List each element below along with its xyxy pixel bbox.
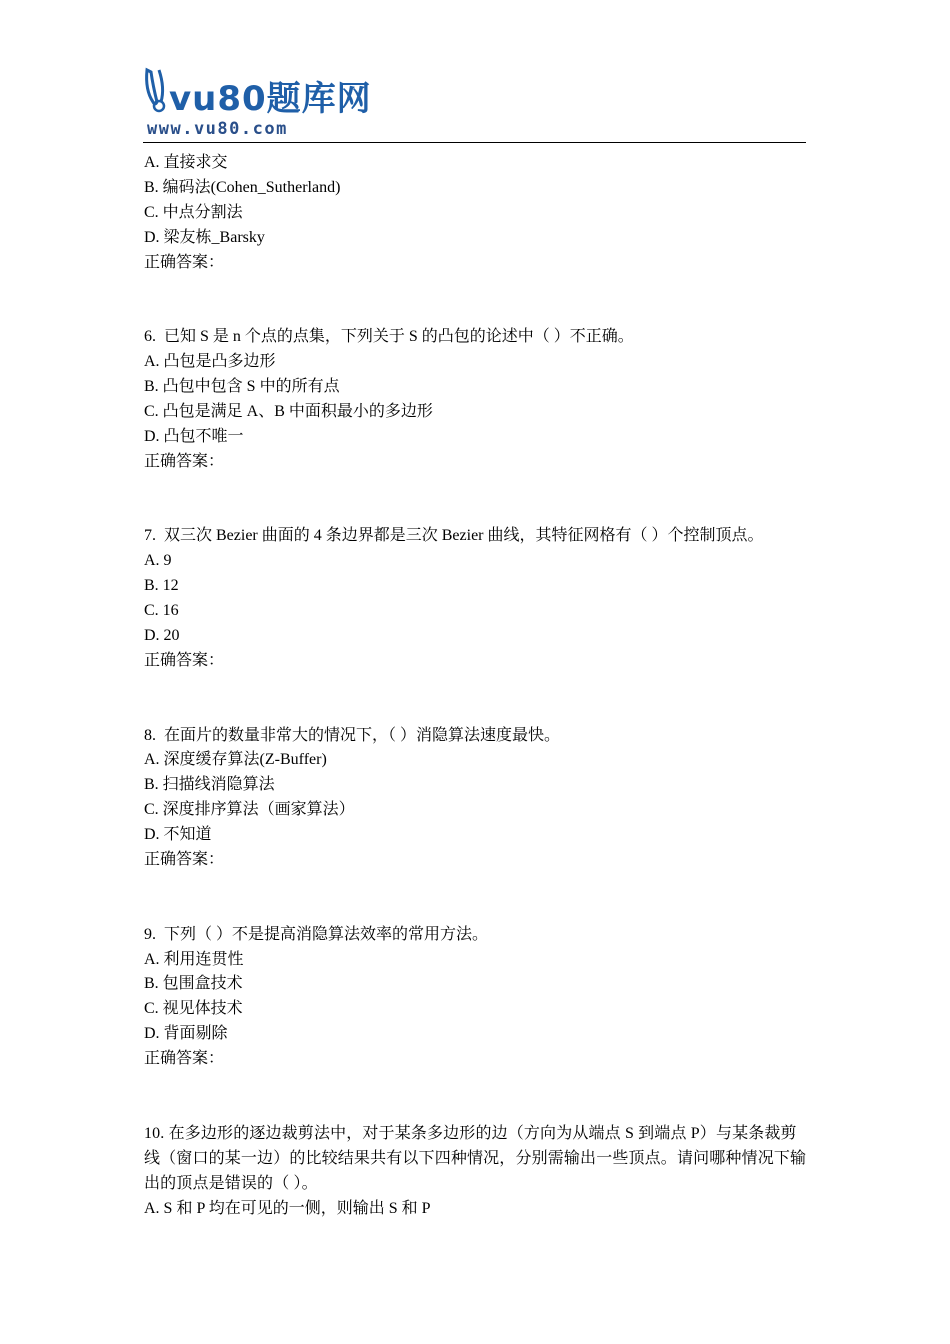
logo-url: www.vu80.com	[147, 119, 288, 139]
vu80-logo	[143, 66, 372, 140]
question-stem: 10. 在多边形的逐边裁剪法中，对于某条多边形的边（方向为从端点 S 到端点 P）与某条裁剪线（窗口的某一边）的比较结果共有以下四种情况，分别需输出一些顶点。请问哪种情况下输出的顶点是错误的（ ）。	[144, 1124, 807, 1192]
question-8-block	[144, 724, 807, 873]
option-b: B. 12	[144, 577, 179, 595]
option-a: A. 直接求交	[144, 154, 228, 171]
question-stem: 7. 双三次 Bezier 曲面的 4 条边界都是三次 Bezier 曲线，其特征网格有（ ）个控制顶点。	[144, 527, 764, 545]
question-stem: 8. 在面片的数量非常大的情况下，（ ）消隐算法速度最快。	[144, 726, 561, 744]
question-6-block	[144, 325, 807, 474]
option-a: A. 凸包是凸多边形	[144, 353, 276, 371]
option-a: A. S 和 P 均在可见的一侧，则输出 S 和 P	[144, 1199, 431, 1217]
answer-label: 正确答案：	[144, 253, 225, 271]
header-divider	[143, 142, 806, 143]
question-9-block	[144, 923, 807, 1072]
option-d: D. 20	[144, 626, 180, 644]
option-a: A. 9	[144, 552, 172, 570]
option-c: C. 中点分割法	[144, 203, 243, 221]
option-a: A. 深度缓存算法(Z-Buffer)	[144, 751, 327, 769]
option-d: D. 背面剔除	[144, 1025, 228, 1043]
option-d: D. 不知道	[144, 826, 212, 844]
option-a: A. 利用连贯性	[144, 950, 244, 968]
answer-label: 正确答案：	[144, 850, 225, 868]
option-c: C. 凸包是满足 A、B 中面积最小的多边形	[144, 402, 433, 420]
rabbit-icon	[147, 70, 164, 111]
logo-text: vu80题库网	[169, 79, 372, 119]
question-stem: 6. 已知 S 是 n 个点的点集，下列关于 S 的凸包的论述中（ ）不正确。	[144, 328, 634, 346]
option-d: D. 凸包不唯一	[144, 427, 244, 445]
option-c: C. 深度排序算法（画家算法）	[144, 801, 355, 819]
option-b: B. 编码法(Cohen_Sutherland)	[144, 178, 341, 196]
option-d: D. 梁友栋_Barsky	[144, 228, 265, 246]
document-body	[144, 151, 807, 1221]
question-10-block	[144, 1122, 807, 1222]
option-b: B. 包围盒技术	[144, 975, 243, 993]
question-stem: 9. 下列（ ）不是提高消隐算法效率的常用方法。	[144, 925, 489, 943]
question-7-block	[144, 524, 807, 673]
answer-label: 正确答案：	[144, 452, 225, 470]
question-5-block	[144, 151, 807, 275]
option-b: B. 凸包中包含 S 中的所有点	[144, 378, 340, 396]
answer-label: 正确答案：	[144, 1050, 225, 1068]
option-c: C. 16	[144, 602, 179, 620]
option-c: C. 视见体技术	[144, 1000, 243, 1018]
answer-label: 正确答案：	[144, 651, 225, 669]
option-b: B. 扫描线消隐算法	[144, 776, 275, 794]
